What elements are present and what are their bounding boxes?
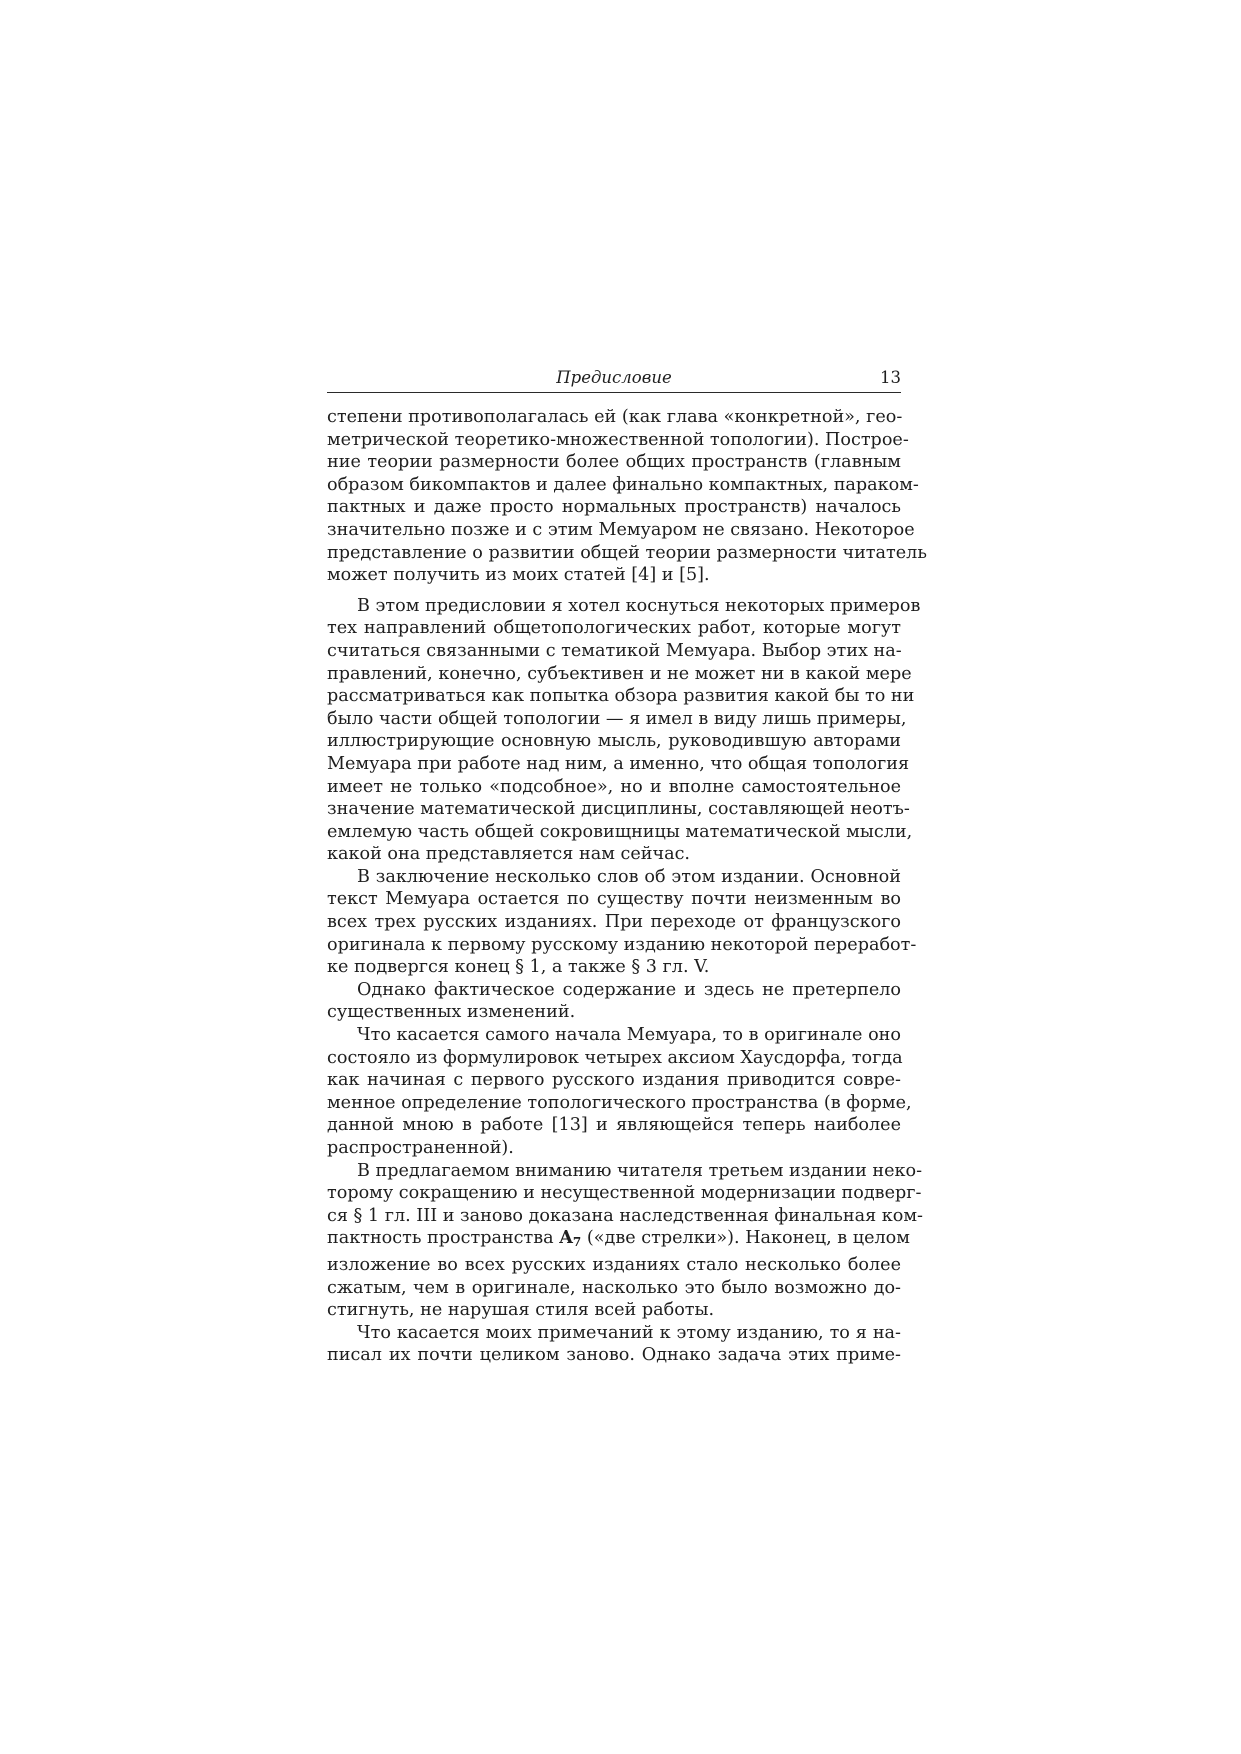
paragraph bbox=[327, 595, 921, 866]
space-symbol bbox=[559, 1227, 581, 1248]
text-line: рассматриваться как попытка обзора развития какой бы то ни bbox=[327, 686, 915, 707]
text-line: может получить из моих статей [4] и [5]. bbox=[327, 565, 710, 586]
text-line: Однако фактическое содержание и здесь не претерпело bbox=[357, 979, 901, 1000]
text-line: как начиная с первого русского издания приводится совре- bbox=[327, 1070, 901, 1091]
text-line: оригинала к первому русскому изданию некоторой переработ- bbox=[327, 934, 917, 955]
text-line: значительно позже и с этим Мемуаром не связано. Некоторое bbox=[327, 519, 915, 540]
text-line: ние теории размерности более общих пространств (главным bbox=[327, 452, 901, 473]
text-line: имеет не только «подсобное», но и вполне самостоятельное bbox=[327, 776, 901, 797]
text-line bbox=[327, 1227, 910, 1254]
text-line: состояло из формулировок четырех аксиом Хаусдорфа, тогда bbox=[327, 1047, 903, 1068]
text-line: распространенной). bbox=[327, 1138, 514, 1158]
text-line: ся § 1 гл. III и заново доказана наследственная финальная ком- bbox=[327, 1205, 923, 1226]
text-line: В этом предисловии я хотел коснуться некоторых примеров bbox=[357, 595, 921, 616]
text-line: тех направлений общетопологических работ, которые могут bbox=[327, 618, 901, 639]
text-line: всех трех русских изданиях. При переходе от французского bbox=[327, 912, 901, 933]
paragraph bbox=[327, 406, 927, 587]
text-line: пактных и даже просто нормальных пространств) началось bbox=[327, 497, 901, 518]
text-line: представление о развитии общей теории размерности читатель bbox=[327, 542, 927, 563]
body-text bbox=[327, 406, 927, 1367]
text-line: В заключение несколько слов об этом издании. Основной bbox=[357, 866, 901, 887]
text-line: правлений, конечно, субъективен и не может ни в какой мере bbox=[327, 663, 912, 684]
paragraph bbox=[327, 1160, 923, 1322]
page-number: 13 bbox=[880, 368, 901, 387]
text-line: стигнуть, не нарушая стиля всей работы. bbox=[327, 1300, 715, 1321]
text-line: емлемую часть общей сокровищницы математической мысли, bbox=[327, 821, 913, 842]
text-line: В предлагаемом вниманию читателя третьем издании неко- bbox=[357, 1160, 923, 1181]
text-line: образом бикомпактов и далее финально компактных, параком- bbox=[327, 474, 919, 495]
text-line: менное определение топологического пространства (в форме, bbox=[327, 1092, 912, 1113]
paragraph bbox=[327, 979, 901, 1024]
text-line: изложение во всех русских изданиях стало несколько более bbox=[327, 1254, 901, 1275]
paragraph bbox=[327, 1322, 901, 1367]
text-line: какой она представляется нам сейчас. bbox=[327, 844, 691, 865]
text-line: считаться связанными с тематикой Мемуара. Выбор этих на- bbox=[327, 640, 902, 661]
text-line: значение математической дисциплины, составляющей неотъ- bbox=[327, 799, 910, 820]
symbol-base: A bbox=[559, 1227, 573, 1249]
paragraph bbox=[327, 866, 917, 979]
text-line: было части общей топологии — я имел в виду лишь примеры, bbox=[327, 708, 907, 729]
running-header bbox=[327, 368, 901, 393]
text-line: степени противополагалась ей (как глава «конкретной», гео- bbox=[327, 407, 903, 427]
text-line: иллюстрирующие основную мысль, руководившую авторами bbox=[327, 731, 901, 752]
text-column bbox=[327, 368, 927, 1367]
text-fragment: («две стрелки»). Наконец, в целом bbox=[581, 1228, 910, 1249]
paragraph bbox=[327, 1024, 912, 1160]
text-line: существенных изменений. bbox=[327, 1002, 576, 1023]
text-line: Мемуара при работе над ним, а именно, что общая топология bbox=[327, 753, 910, 774]
symbol-subscript: 7 bbox=[572, 1235, 582, 1250]
text-line: торому сокращению и несущественной модернизации подверг- bbox=[327, 1183, 922, 1204]
running-title: Предисловие bbox=[556, 368, 672, 387]
text-line: Что касается самого начала Мемуара, то в оригинале оно bbox=[357, 1025, 901, 1046]
text-fragment: пактность пространства bbox=[327, 1228, 560, 1249]
text-line: ке подвергся конец § 1, а также § 3 гл. V. bbox=[327, 957, 710, 978]
text-line: текст Мемуара остается по существу почти неизменным во bbox=[327, 889, 901, 910]
text-line: писал их почти целиком заново. Однако задача этих приме- bbox=[327, 1345, 901, 1366]
text-line: метрической теоретико-множественной топологии). Построе- bbox=[327, 429, 909, 450]
text-line: сжатым, чем в оригинале, насколько это было возможно до- bbox=[327, 1277, 901, 1298]
text-line: Что касается моих примечаний к этому изданию, то я на- bbox=[357, 1322, 901, 1343]
text-line: данной мною в работе [13] и являющейся теперь наиболее bbox=[327, 1115, 901, 1136]
